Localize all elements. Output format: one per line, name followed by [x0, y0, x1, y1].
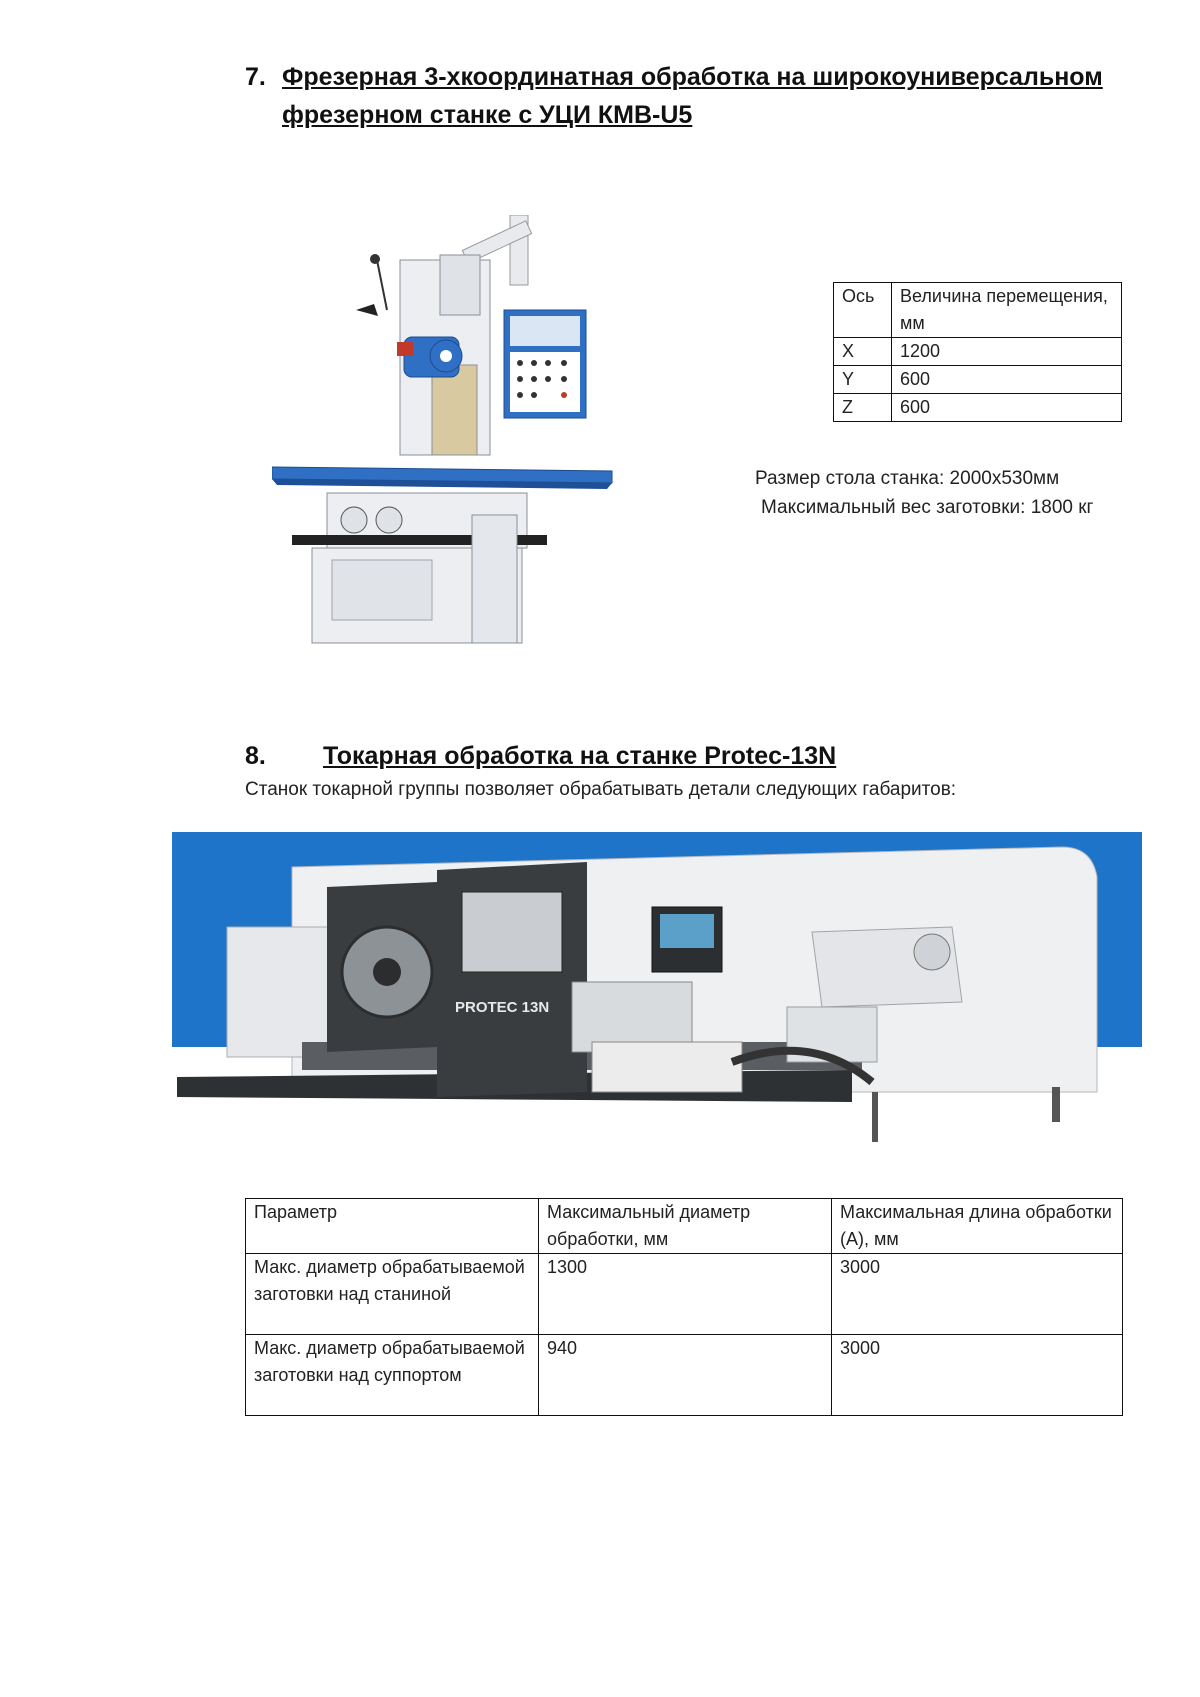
- table-row: [246, 1254, 1123, 1335]
- section-8-intro: Станок токарной группы позволяет обрабатывать детали следующих габаритов:: [245, 779, 957, 800]
- axis-cell: Z: [834, 394, 892, 422]
- table-size-note: Размер стола станка: 2000х530мм: [755, 468, 1060, 489]
- lathe-brand-label: PROTEC 13N: [455, 999, 550, 1016]
- section-7-title: Фрезерная 3-хкоординатная обработка на широкоуниверсальном фрезерном станке с УЦИ КМВ-U5: [282, 63, 1103, 129]
- travel-cell: 600: [892, 394, 1122, 422]
- table-row: [834, 394, 1122, 422]
- length-cell: 3000: [832, 1335, 1123, 1416]
- max-weight-note: Максимальный вес заготовки: 1800 кг: [761, 497, 1094, 518]
- table-header-row: [246, 1199, 1123, 1254]
- axis-travel-table: [833, 282, 1122, 422]
- axis-cell: X: [834, 338, 892, 366]
- section-7-number: 7.: [245, 63, 266, 91]
- table-header-row: [834, 283, 1122, 338]
- header-axis: Ось: [834, 283, 892, 338]
- header-max-diameter: Максимальный диаметр обработки, мм: [539, 1199, 832, 1254]
- table-row: [246, 1335, 1123, 1416]
- travel-cell: 600: [892, 366, 1122, 394]
- diameter-cell: 940: [539, 1335, 832, 1416]
- lathe-parameter-table: [245, 1198, 1123, 1416]
- header-max-length: Максимальная длина обработки (А), мм: [832, 1199, 1123, 1254]
- section-8-title: Токарная обработка на станке Protec-13N: [323, 742, 837, 770]
- milling-machine-image: [272, 215, 634, 647]
- section-8-number: 8.: [245, 742, 266, 770]
- lathe-machine-image: [172, 832, 1142, 1162]
- table-row: [834, 338, 1122, 366]
- parameter-cell: Макс. диаметр обрабатываемой заготовки над суппортом: [246, 1335, 539, 1416]
- header-travel: Величина перемещения, мм: [892, 283, 1122, 338]
- length-cell: 3000: [832, 1254, 1123, 1335]
- axis-cell: Y: [834, 366, 892, 394]
- diameter-cell: 1300: [539, 1254, 832, 1335]
- parameter-cell: Макс. диаметр обрабатываемой заготовки над станиной: [246, 1254, 539, 1335]
- travel-cell: 1200: [892, 338, 1122, 366]
- table-row: [834, 366, 1122, 394]
- header-parameter: Параметр: [246, 1199, 539, 1254]
